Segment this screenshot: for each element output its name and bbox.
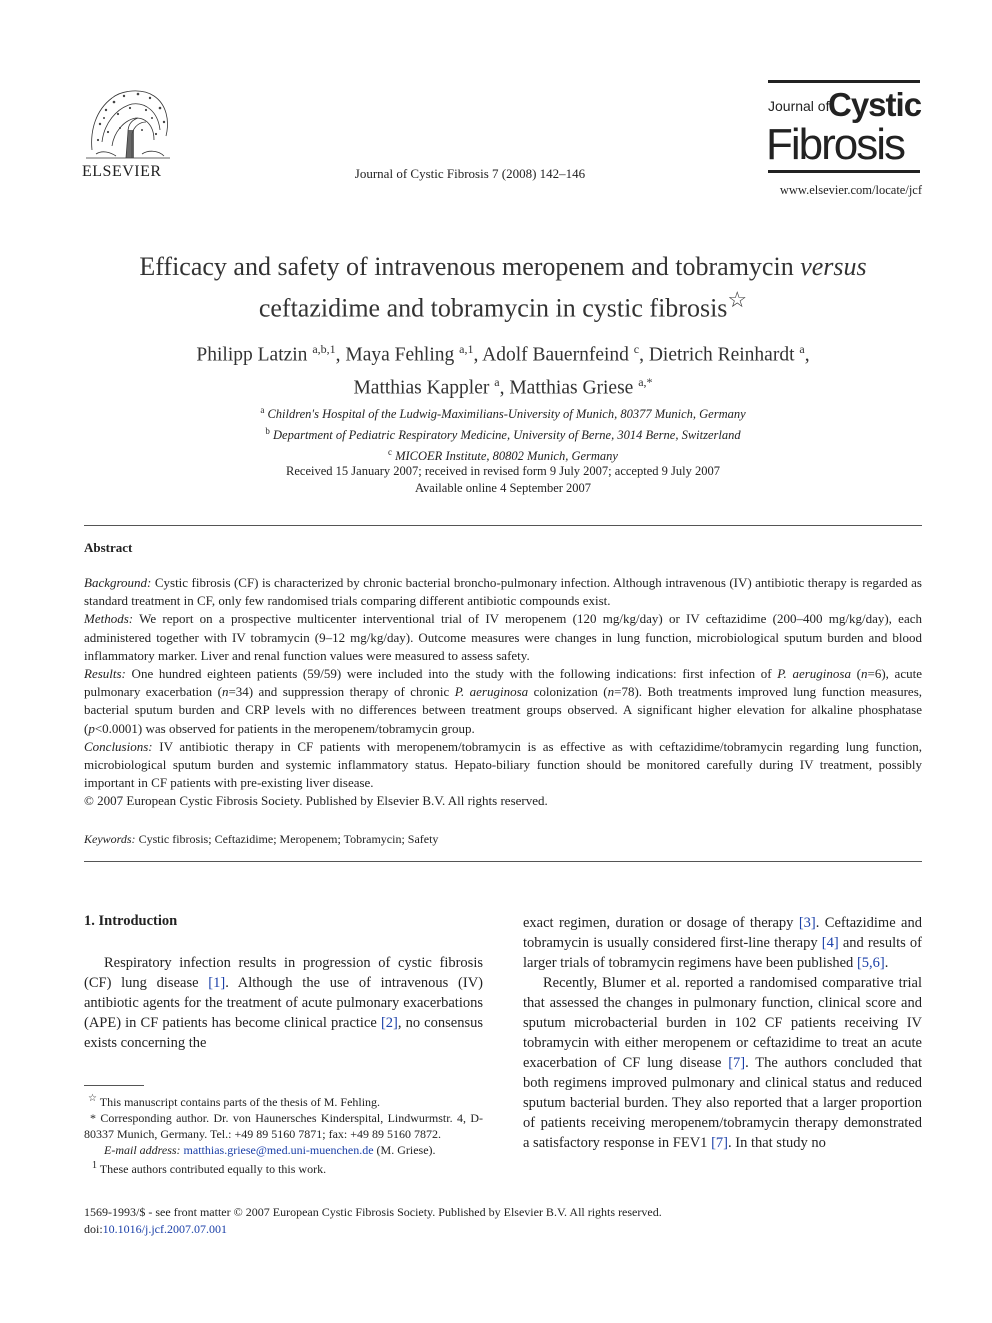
intro-text: exact regimen, duration or dosage of therapy: [523, 915, 799, 931]
journal-url[interactable]: www.elsevier.com/locate/jcf: [779, 183, 922, 197]
journal-logo: [766, 78, 924, 174]
abstract-results: [84, 665, 922, 738]
affiliation-item: [60, 423, 946, 444]
author-sup: a,b,1: [312, 342, 336, 356]
results-text: (: [850, 666, 861, 682]
abstract-body: [84, 574, 922, 811]
intro-text: . Ceftazidime and tobramycin is usually considered first-line therapy: [523, 915, 922, 951]
footnote-symbol: ☆: [88, 1093, 97, 1104]
abstract-rule-top: [84, 525, 922, 526]
author-sup: a,*: [638, 374, 653, 389]
keywords-label: Keywords:: [84, 832, 136, 846]
abstract-methods: [84, 610, 922, 665]
journal-logo-of: Journal of: [768, 98, 830, 114]
author-separator: ,: [499, 377, 510, 398]
title-part2: ceftazidime and tobramycin in cystic fibrosis: [258, 293, 728, 323]
citation-link[interactable]: [5,6]: [856, 955, 885, 971]
journal-logo-fibrosis: Fibrosis: [766, 120, 905, 169]
intro-text: . In that study no: [727, 1135, 826, 1151]
intro-paragraph: [84, 953, 483, 1053]
affiliation-item: [60, 402, 946, 423]
results-text: =78). Both treatments improved lung function measures, bacterial sputum burden and CRP levels with no differences between treatment groups observed. A significant higher elevation for alkaline phosphatase (: [84, 684, 922, 736]
intro-text: . Although the use of intravenous (IV) antibiotic agents for the treatment of acute pulmonary exacerbations (APE) in CF patients has become clinical practice: [84, 975, 483, 1031]
results-n: n: [607, 684, 615, 700]
article-dates: [60, 463, 946, 497]
author-list: [60, 336, 946, 401]
intro-text: . The authors concluded that both regimens improved pulmonary and clinical status and reduced sputum bacterial burden. They also reported that a larger proportion of patients receiving meropenem/tobramycin therapy demonstrated a satisfactory response in FEV1: [523, 1055, 923, 1151]
affiliation-sup: a: [260, 405, 265, 415]
author-name: Matthias Griese: [509, 377, 634, 398]
author-name: Philipp Latzin: [196, 344, 308, 366]
author-separator: ,: [473, 344, 483, 366]
results-text: =34) and suppression therapy of chronic: [228, 684, 455, 700]
intro-paragraph: [523, 973, 922, 1153]
keywords-text: Cystic fibrosis; Ceftazidime; Meropenem; Tobramycin; Safety: [135, 832, 439, 846]
citation-link[interactable]: [1]: [208, 975, 226, 991]
author-name: Matthias Kappler: [353, 377, 490, 398]
citation-link[interactable]: [4]: [821, 935, 839, 951]
results-text: colonization (: [528, 684, 608, 700]
journal-logo-cystic: Cystic: [828, 86, 922, 123]
title-star-note[interactable]: ☆: [727, 287, 748, 312]
citation-link[interactable]: [2]: [380, 1015, 398, 1031]
abstract-rule-bottom: [84, 861, 922, 862]
conclusions-label: Conclusions:: [84, 738, 153, 754]
keywords: [84, 832, 922, 847]
footnote-rule: [84, 1085, 144, 1086]
title-part1: Efficacy and safety of intravenous meropenem and tobramycin: [139, 252, 801, 281]
results-text: =6), acute pulmonary exacerbation (: [84, 666, 922, 700]
journal-logo-rule-top: [768, 80, 920, 83]
footnotes: [84, 1091, 483, 1177]
intro-text: and results of larger trials of tobramycin regimens have been published: [523, 935, 923, 971]
results-n: n: [860, 666, 868, 682]
affiliation-text: Children's Hospital of the Ludwig-Maximilians-University of Munich, 80377 Munich, Germany: [267, 407, 746, 422]
available-online: Available online 4 September 2007: [414, 481, 592, 495]
left-column: [84, 953, 483, 1053]
email-label: E-mail address:: [104, 1143, 181, 1157]
doi-line: [84, 1221, 922, 1238]
results-label: Results:: [84, 666, 126, 682]
affiliation-text: MICOER Institute, 80802 Munich, Germany: [395, 449, 618, 464]
conclusions-text: IV antibiotic therapy in CF patients with meropenem/tobramycin is as effective as with ceftazidime/tobramycin regarding lung function, microbiological sputum burden and systemic inflammatory status. Hepato-biliary function should be monitored carefully during IV treatment, possibly important in CF patients with pre-existing liver disease.: [84, 738, 922, 791]
footnote-text: This manuscript contains parts of the thesis of M. Fehling.: [99, 1095, 381, 1109]
author-sup: a: [494, 374, 500, 389]
footnote-symbol: *: [90, 1111, 96, 1125]
abstract-copyright: © 2007 European Cystic Fibrosis Society. Published by Elsevier B.V. All rights reserved.: [84, 793, 548, 809]
author-sup: a: [799, 342, 805, 356]
affiliations: [60, 402, 946, 465]
received-dates: Received 15 January 2007; received in revised form 9 July 2007; accepted 9 July 2007: [286, 464, 720, 478]
methods-label: Methods:: [84, 611, 134, 627]
results-n: n: [221, 684, 229, 700]
background-text: Cystic fibrosis (CF) is characterized by chronic bacterial broncho-pulmonary infection. Although intravenous (IV) antibiotic therapy is regarded as standard treatment in CF, only few randomised trials comparing different antibiotic compounds exist.: [84, 575, 922, 609]
affiliation-sup: b: [265, 426, 270, 437]
author-name: Maya Fehling: [345, 344, 455, 366]
footnote-text: These authors contributed equally to this work.: [99, 1162, 327, 1176]
doi-label: doi:: [84, 1222, 103, 1236]
front-matter-line: 1569-1993/$ - see front matter © 2007 European Cystic Fibrosis Society. Published by Elsevier B.V. All rights reserved.: [84, 1205, 662, 1219]
journal-citation: Journal of Cystic Fibrosis 7 (2008) 142–146: [354, 166, 586, 181]
elsevier-logo: [82, 80, 174, 162]
background-label: Background:: [84, 575, 152, 590]
author-separator: ,: [335, 344, 346, 366]
email-link[interactable]: matthias.griese@med.uni-muenchen.de: [183, 1143, 374, 1157]
intro-text: Recently, Blumer et al. reported a randomised comparative trial that assessed the changes in pulmonary function, clinical score and sputum microbacterial burden in 102 CF patients receiving IV tobramycin with either meropenem or ceftazidime to treat an acute exacerbation of CF lung disease: [523, 975, 922, 1071]
footnote-symbol: 1: [92, 1160, 97, 1171]
footnote-text: (M. Griese).: [373, 1143, 436, 1157]
footnote-one: [84, 1158, 483, 1177]
right-column: [523, 913, 922, 1153]
footnote-corresponding: [84, 1110, 483, 1142]
results-text: <0.0001) was observed for patients in the meropenem/tobramycin group.: [94, 720, 475, 736]
abstract-background: [84, 574, 922, 610]
footnote-text: Corresponding author. Dr. von Haunersches Kinderspital, Lindwurmstr. 4, D-80337 Munich, Germany. Tel.: +49 89 5160 7871; fax: +49 89 5160 7872.: [84, 1111, 484, 1141]
methods-text: We report on a prospective multicenter interventional trial of IV meropenem (120 mg/kg/day) or IV ceftazidime (200–400 mg/kg/day), each administered together with IV tobramycin (9–12 mg/kg/day). Outcome measures were changes in lung function, microbiological sputum burden and blood inflammatory marker. Liver and renal function values were measured to assess safety.: [84, 611, 922, 663]
publisher-name: ELSEVIER: [82, 163, 162, 180]
elsevier-tree-icon: [82, 80, 174, 162]
intro-text: .: [884, 955, 889, 971]
citation-link[interactable]: [3]: [798, 915, 816, 931]
citation-link[interactable]: [7]: [728, 1055, 746, 1071]
article-title: [60, 250, 946, 325]
author-sup: a,1: [459, 342, 474, 356]
abstract-heading: Abstract: [84, 540, 133, 555]
page-footer: [84, 1204, 922, 1238]
results-species: P. aeruginosa: [777, 666, 851, 682]
author-name: Dietrich Reinhardt: [648, 344, 795, 366]
affiliation-text: Department of Pediatric Respiratory Medicine, University of Berne, 3014 Berne, Switzerland: [273, 428, 741, 443]
title-italic: versus: [800, 252, 867, 281]
author-sup: c: [633, 342, 640, 356]
intro-paragraph-continued: [523, 913, 922, 973]
abstract-conclusions: [84, 738, 922, 793]
affiliation-sup: c: [387, 447, 392, 458]
author-name: Adolf Bauernfeind: [482, 344, 629, 366]
footnote-star: [84, 1091, 483, 1110]
journal-logo-rule-bottom: [768, 170, 920, 173]
section-heading-introduction: 1. Introduction: [84, 913, 178, 929]
doi-link[interactable]: 10.1016/j.jcf.2007.07.001: [102, 1222, 227, 1236]
results-p: p: [88, 720, 95, 736]
citation-link[interactable]: [7]: [711, 1135, 728, 1151]
author-separator: ,: [804, 344, 810, 366]
results-species: P. aeruginosa: [454, 684, 529, 700]
intro-text: Respiratory infection results in progression of cystic fibrosis (CF) lung disease: [84, 955, 483, 991]
footnote-email: [84, 1142, 483, 1158]
results-text: One hundred eighteen patients (59/59) were included into the study with the following indications: first infection of: [125, 666, 778, 682]
intro-text: , no consensus exists concerning the: [84, 1015, 483, 1051]
author-separator: ,: [639, 344, 649, 366]
